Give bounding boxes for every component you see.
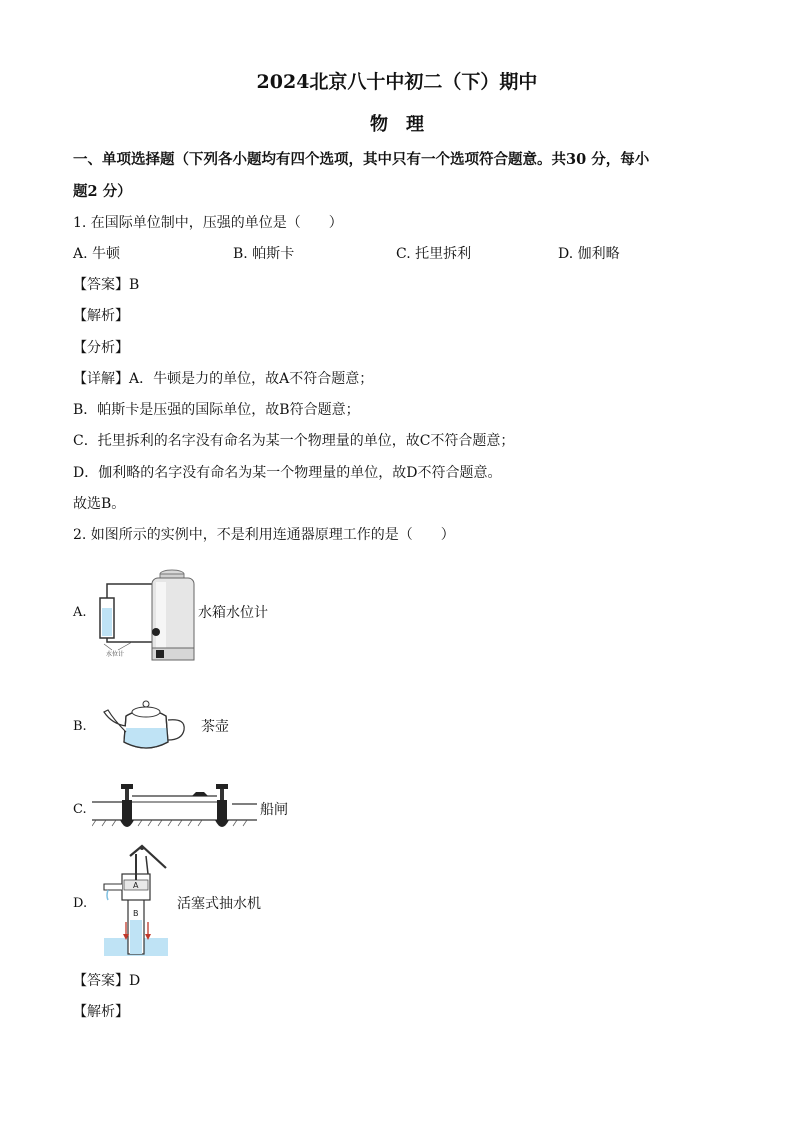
q2-option-c-letter: C.: [73, 802, 87, 817]
subject-title: 物 理: [370, 114, 424, 135]
q2-answer: 【答案】D: [73, 973, 141, 989]
section-heading-cont: 题2 分）: [73, 183, 132, 200]
piston-pump-figure: [100, 844, 172, 958]
q1-detail-line: D．伽利略的名字没有命名为某一个物理量的单位，故D不符合题意。: [73, 465, 502, 481]
q1-detail-line: 故选B。: [73, 496, 126, 512]
q2-option-d-letter: D.: [73, 896, 88, 911]
q2-option-b-letter: B.: [73, 719, 87, 734]
q1-stem: 1. 在国际单位制中，压强的单位是（ ）: [73, 215, 343, 231]
q2-stem: 2. 如图所示的实例中，不是利用连通器原理工作的是（ ）: [73, 527, 455, 543]
q1-option-c: C. 托里拆利: [396, 246, 472, 262]
water-tank-figure: [92, 562, 202, 666]
q1-fenxi-label: 【分析】: [73, 340, 129, 356]
q2-option-d-caption: 活塞式抽水机: [177, 896, 261, 912]
pump-label-b: B: [133, 909, 139, 918]
q2-analysis-label: 【解析】: [73, 1004, 129, 1020]
teapot-figure: [100, 690, 192, 760]
q1-detail-line: B．帕斯卡是压强的国际单位，故B符合题意；: [73, 402, 360, 418]
ship-lock-figure: [92, 778, 257, 836]
q1-option-d: D. 伽利略: [558, 246, 620, 262]
q2-option-a-caption: 水箱水位计: [198, 605, 268, 621]
gauge-small-label: 水位计: [106, 651, 125, 658]
q1-option-a: A. 牛顿: [73, 246, 121, 262]
q1-analysis-label: 【解析】: [73, 308, 129, 324]
q1-answer: 【答案】B: [73, 277, 140, 293]
q1-option-b: B. 帕斯卡: [233, 246, 295, 262]
q1-detail-line: 【详解】A．牛顿是力的单位，故A不符合题意；: [73, 371, 374, 387]
q2-option-a-letter: A.: [73, 605, 87, 620]
q2-option-b-caption: 茶壶: [201, 719, 229, 735]
q1-detail-line: C．托里拆利的名字没有命名为某一个物理量的单位，故C不符合题意；: [73, 433, 515, 449]
pump-label-a: A: [133, 881, 139, 890]
q2-option-c-caption: 船闸: [260, 802, 288, 818]
page-title: 2024北京八十中初二（下）期中: [256, 71, 538, 93]
section-heading: 一、单项选择题（下列各小题均有四个选项，其中只有一个选项符合题意。共30 分，每小: [73, 151, 650, 168]
